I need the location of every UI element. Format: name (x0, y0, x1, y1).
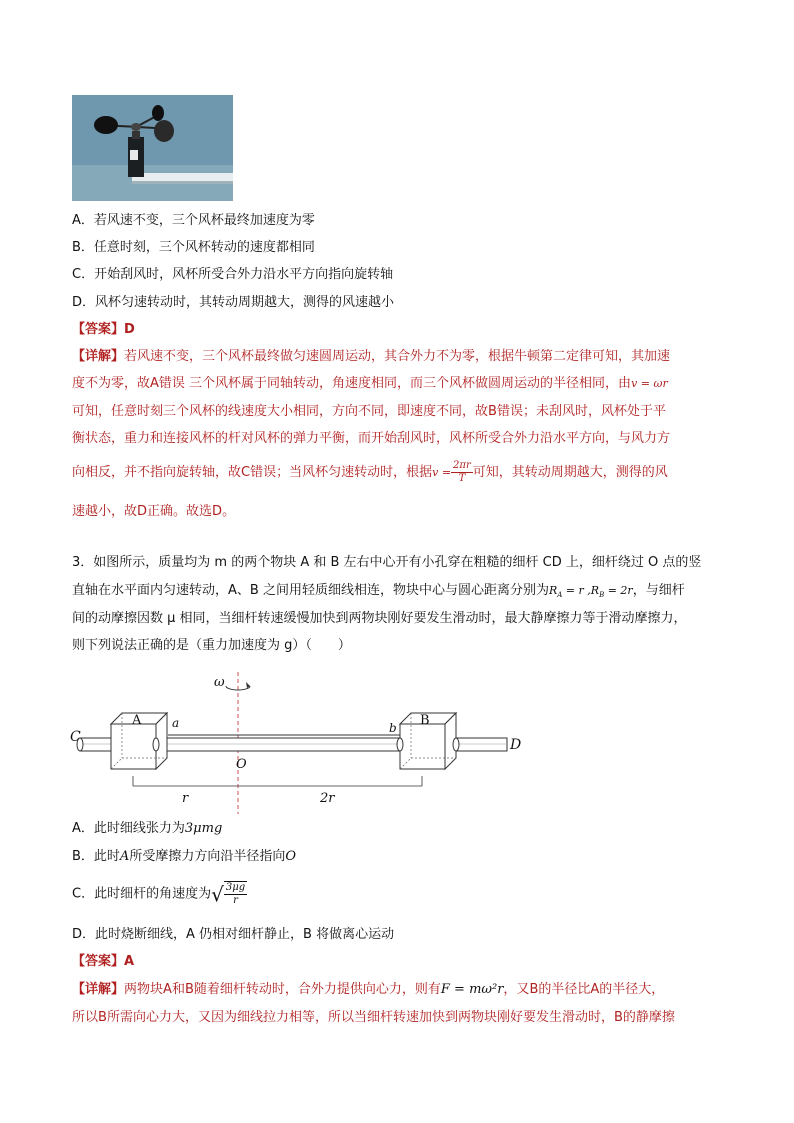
q3-answer-line (72, 953, 134, 971)
detail-text: B (488, 404, 497, 419)
fraction (451, 460, 473, 485)
detail-text: 的静摩擦 (622, 1010, 675, 1025)
detail-line-2 (72, 375, 668, 393)
fraction-denominator: T (458, 473, 466, 484)
detail-text: 错误 三个风杯属于同轴转动，角速度相同，而三个风杯做圆周运动的半径相同，由 (158, 376, 632, 391)
label-b-block: B (420, 713, 430, 728)
answer-line (72, 321, 135, 339)
q3-text: 直轴在水平面内匀速转动，A、B 之间用轻质细线相连，物块中心与圆心距离分别为 (72, 583, 549, 598)
formula-sub: B (599, 591, 605, 600)
sqrt-formula: √ $\frac{3\mu g}{r}$ (211, 882, 246, 906)
q3-text: ，与细杆 (632, 583, 685, 598)
fraction-numerator: 3μg (225, 882, 246, 893)
label-c: C (70, 729, 81, 745)
detail-text: B (613, 1010, 623, 1025)
option-b: B．任意时刻，三个风杯转动的速度都相同 (72, 240, 315, 255)
answer-value: D (124, 322, 135, 337)
formula: v = ωr (631, 377, 668, 390)
detail-text: 度不为零，故 (72, 376, 151, 391)
detail-text: A (590, 982, 600, 997)
answer-value: A (124, 954, 135, 969)
detail-text: B (98, 1010, 107, 1025)
radius-formula (548, 584, 633, 600)
answer-label: 【答案】 (72, 322, 125, 337)
answer-label: 【答案】 (72, 954, 125, 969)
detail-line-6 (72, 503, 235, 521)
q3-option-d: D．此时烧断细线，A 仍相对细杆静止，B 将做离心运动 (72, 927, 395, 942)
q3-line-2 (72, 582, 685, 604)
detail-text: 的半径大， (599, 982, 665, 997)
formula-part: = 2r (604, 584, 633, 597)
formula: F = mω²r (440, 982, 504, 997)
detail-text: 正确。故选 (147, 504, 213, 519)
detail-text: 可知，任意时刻三个风杯的线速度大小相同，方向不同，即速度不同，故 (72, 404, 489, 419)
detail-label: 【详解】 (72, 982, 125, 997)
detail-text: C (241, 465, 251, 480)
detail-text: A (150, 376, 159, 391)
option-text: B．此时 (72, 849, 120, 864)
formula: O (285, 849, 296, 864)
detail-text: 和 (171, 982, 185, 997)
label-b-point: b (389, 721, 397, 735)
q3-detail-line-2 (72, 1009, 675, 1027)
q3-line-3: 间的动摩擦因数 μ 相同，当细杆转速缓慢加快到两物块刚好要发生滑动时，最大静摩擦力等于滑动摩擦力， (72, 611, 687, 626)
detail-line-4: 衡状态，重力和连接风杯的杆对风杯的弹力平衡，而开始刮风时，风杯所受合外力沿水平方向，与风力方 (72, 431, 671, 446)
q3-line-4: 则下列说法正确的是（重力加速度为 g）（ ） (72, 638, 351, 653)
detail-text: 错误；未刮风时，风杯处于平 (496, 404, 666, 419)
detail-text: B (529, 982, 539, 997)
detail-text: 所需向心力大，又因为细线拉力相等，所以当细杆转速加快到两物块刚好要发生滑动时， (106, 1010, 614, 1025)
option-text: C．此时细杆的角速度为 (72, 886, 212, 902)
fraction-numerator: 2πr (453, 460, 471, 471)
detail-line-1 (72, 348, 670, 366)
detail-text: 所以 (72, 1010, 99, 1025)
q3-option-b (72, 848, 296, 866)
label-a-block: A (132, 713, 142, 728)
detail-text: B (184, 982, 194, 997)
formula: v = (432, 466, 452, 479)
label-r: r (182, 791, 189, 806)
detail-text: D (212, 504, 223, 519)
detail-text: 。 (222, 504, 236, 519)
detail-text: 若风速不变，三个风杯最终做匀速圆周运动，其合外力不为零，根据牛顿第二定律可知，其加速 (124, 349, 671, 364)
detail-line-3 (72, 403, 666, 421)
q3-option-a (72, 820, 222, 838)
detail-text: ，又 (503, 982, 530, 997)
formula-part: R (548, 584, 558, 597)
detail-text: D (137, 504, 148, 519)
detail-text: 速越小，故 (72, 504, 138, 519)
detail-text: 随着细杆转动时，合外力提供向心力，则有 (193, 982, 441, 997)
detail-line-5 (72, 458, 668, 488)
detail-label: 【详解】 (72, 349, 125, 364)
option-text: A．此时细线张力为 (72, 821, 185, 836)
detail-text: 的半径比 (538, 982, 591, 997)
option-c: C．开始刮风时，风杯所受合外力沿水平方向指向旋转轴 (72, 267, 394, 282)
q3-detail-line-1 (72, 981, 664, 999)
omega-label: ω (214, 675, 225, 690)
label-o: O (236, 757, 247, 772)
label-d: D (510, 737, 522, 753)
option-a: A．若风速不变，三个风杯最终加速度为零 (72, 213, 315, 228)
rod-diagram (70, 672, 530, 814)
formula: 3μmg (184, 821, 223, 836)
detail-text: 向相反，并不指向旋转轴，故 (72, 465, 242, 480)
formula: A (119, 849, 130, 864)
detail-text: 错误；当风杯匀速转动时，根据 (250, 465, 433, 480)
q3-line-1: 3．如图所示，质量均为 m 的两个物块 A 和 B 左右中心开有小孔穿在粗糙的细杆 CD 上，细杆绕过 O 点的竖 (72, 555, 702, 570)
formula-part: = r ,R (562, 584, 600, 597)
formula-sub: A (557, 591, 563, 600)
detail-text: 可知，其转动周期越大，测得的风 (472, 465, 668, 480)
anemometer-photo (72, 95, 233, 201)
label-a-point: a (172, 716, 180, 730)
detail-text: 两物块 (124, 982, 164, 997)
detail-text: A (163, 982, 172, 997)
q3-option-c (72, 878, 247, 911)
label-2r: 2r (320, 791, 335, 806)
option-text: 所受摩擦力方向沿半径指向 (129, 849, 286, 864)
option-d: D．风杯匀速转动时，其转动周期越大，测得的风速越小 (72, 295, 395, 310)
fraction-denominator: r (233, 895, 238, 906)
